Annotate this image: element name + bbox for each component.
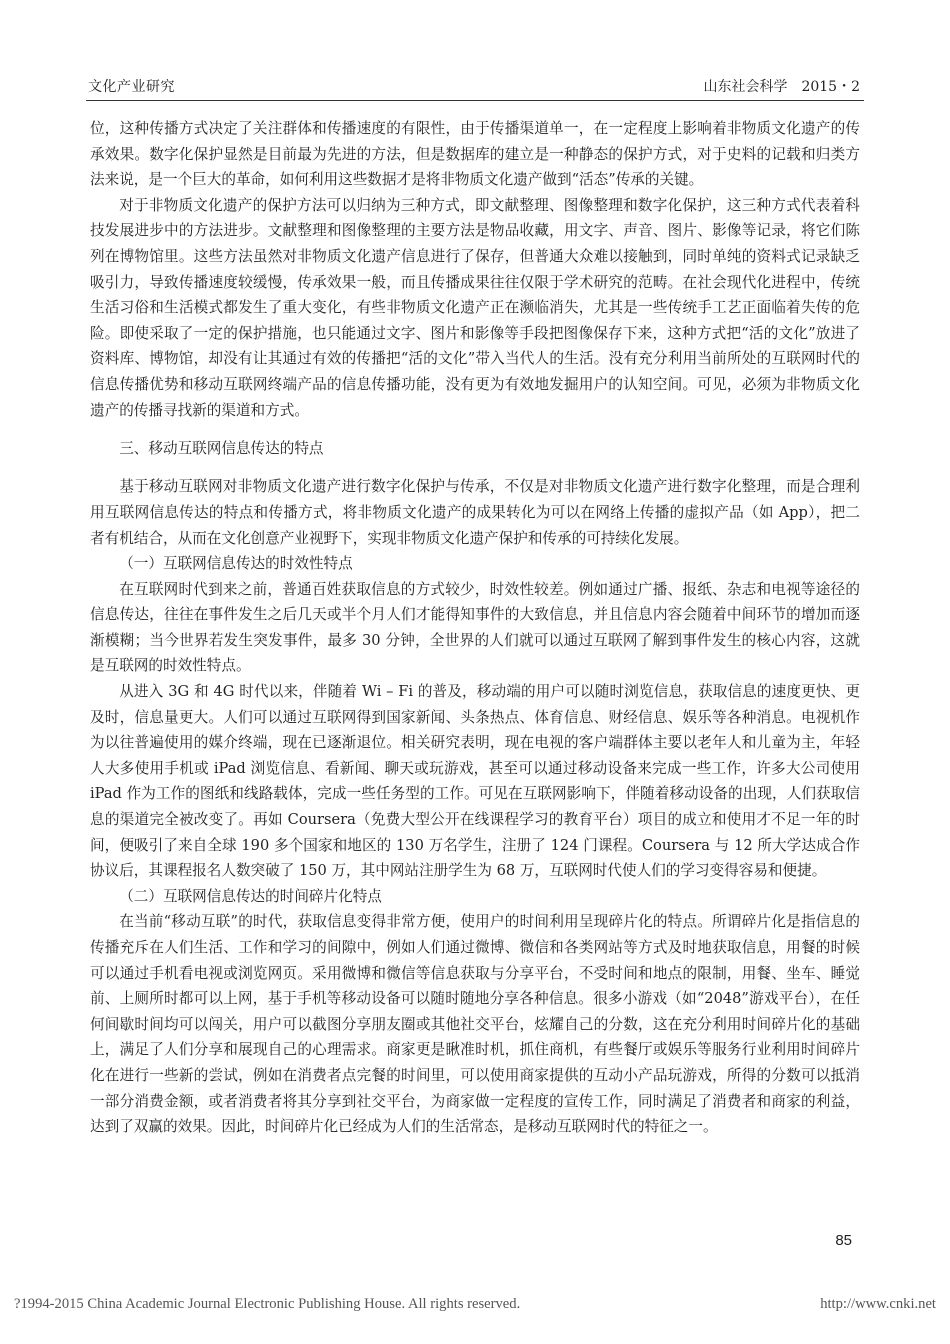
section-heading: 三、移动互联网信息传达的特点 <box>119 439 324 457</box>
header-rule <box>86 100 864 101</box>
subsection-heading: （二）互联网信息传达的时间碎片化特点 <box>119 887 382 905</box>
body-paragraph: 对于非物质文化遗产的保护方法可以归纳为三种方式，即文献整理、图像整理和数字化保护，这三种方式代表着科技发展进步中的方法进步。文献整理和图像整理的主要方法是物品收藏，用文字、声音、图片、影像等记录，将它们陈列在博物馆里。这些方法虽然对非物质文化遗产信息进行了保存，但普通大众难以接触到，同时单纯的资料式记录缺乏吸引力，导致传播速度较缓慢，传承效果一般，而且传播成果往往仅限于学术研究的范畴。在社会现代化进程中，传统生活习俗和生活模式都发生了重大变化，有些非物质文化遗产正在濒临消失，尤其是一些传统手工艺正面临着失传的危险。即使采取了一定的保护措施，也只能通过文字、图片和影像等手段把图像保存下来，这种方式把“活的文化”放进了资料库、博物馆，却没有让其通过有效的传播把“活的文化”带入当代人的生活。没有充分利用当前所处的互联网时代的信息传播优势和移动互联网终端产品的信息传播功能，没有更为有效地发掘用户的认知空间。可见，必须为非物质文化遗产的传播寻找新的渠道和方式。 <box>90 196 860 419</box>
article-body <box>90 116 860 1140</box>
footer <box>14 1296 936 1313</box>
subsection-heading: （一）互联网信息传达的时效性特点 <box>119 555 353 573</box>
footer-url[interactable]: http://www.cnki.net <box>820 1296 936 1312</box>
running-header-section: 文化产业研究 <box>88 79 175 95</box>
body-paragraph: 在互联网时代到来之前，普通百姓获取信息的方式较少，时效性较差。例如通过广播、报纸、杂志和电视等途径的信息传达，往往在事件发生之后几天或半个月人们才能得知事件的大致信息，并且信息内容会随着中间环节的增加而逐渐模糊；当今世界若发生突发事件，最多 30 分钟，全世界的人们就可以通过互联网了解到事件发生的核心内容，这就是互联网的时效性特点。 <box>90 580 860 675</box>
body-paragraph: 基于移动互联网对非物质文化遗产进行数字化保护与传承，不仅是对非物质文化遗产进行数字化整理，而是合理利用互联网信息传达的特点和传播方式，将非物质文化遗产的成果转化为可以在网络上传播的虚拟产品（如 App），把二者有机结合，从而在文化创意产业视野下，实现非物质文化遗产保护和传承的可持续化发展。 <box>90 478 860 547</box>
body-paragraph: 位，这种传播方式决定了关注群体和传播速度的有限性，由于传播渠道单一，在一定程度上影响着非物质文化遗产的传承效果。数字化保护显然是目前最为先进的方法，但是数据库的建立是一种静态的保护方式，对于史料的记载和归类方法来说，是一个巨大的革命，如何利用这些数据才是将非物质文化遗产做到“活态”传承的关键。 <box>90 120 860 189</box>
body-paragraph: 从进入 3G 和 4G 时代以来，伴随着 Wi – Fi 的普及，移动端的用户可以随时浏览信息，获取信息的速度更快、更及时，信息量更大。人们可以通过互联网得到国家新闻、头条热点、体育信息、财经信息、娱乐等各种消息。电视机作为以往普遍使用的媒介终端，现在已逐渐退位。相关研究表明，现在电视的客户端群体主要以老年人和儿童为主，年轻人大多使用手机或 iPad 浏览信息、看新闻、聊天或玩游戏，甚至可以通过移动设备来完成一些工作，许多大公司使用 iPad 作为工作的图纸和线路载体，完成一些任务型的工作。可见在互联网影响下，伴随着移动设备的出现，人们获取信息的渠道完全被改变了。再如 Coursera（免费大型公开在线课程学习的教育平台）项目的成立和使用才不足一年的时间，便吸引了来自全球 190 多个国家和地区的 130 万名学生，注册了 124 门课程。Coursera 与 12 所大学达成合作协议后，其课程报名人数突破了 150 万，其中网站注册学生为 68 万，互联网时代使人们的学习变得容易和便捷。 <box>90 683 860 880</box>
body-paragraph: 在当前“移动互联”的时代，获取信息变得非常方便，使用户的时间利用呈现碎片化的特点。所谓碎片化是指信息的传播充斥在人们生活、工作和学习的间隙中，例如人们通过微博、微信和各类网站等方式及时地获取信息，用餐的时候可以通过手机看电视或浏览网页。采用微博和微信等信息获取与分享平台，不受时间和地点的限制，用餐、坐车、睡觉前、上厕所时都可以上网，基于手机等移动设备可以随时随地分享各种信息。很多小游戏（如“2048”游戏平台），在任何间歇时间均可以闯关，用户可以截图分享朋友圈或其他社交平台，炫耀自己的分数，这在充分利用时间碎片化的基础上，满足了人们分享和展现自己的心理需求。商家更是瞅准时机，抓住商机，有些餐厅或娱乐等服务行业利用时间碎片化在进行一些新的尝试，例如在消费者点完餐的时间里，可以使用商家提供的互动小产品玩游戏，所得的分数可以抵消一部分消费金额，或者消费者将其分享到社交平台，为商家做一定程度的宣传工作，同时满足了消费者和商家的利益，达到了双赢的效果。因此，时间碎片化已经成为人们的生活常态，是移动互联网时代的特征之一。 <box>90 913 860 1136</box>
running-header-journal: 山东社会科学 2015・2 <box>703 79 860 95</box>
footer-copyright: ?1994-2015 China Academic Journal Electronic Publishing House. All rights reserved. <box>14 1296 521 1312</box>
page-number: 85 <box>835 1232 852 1249</box>
